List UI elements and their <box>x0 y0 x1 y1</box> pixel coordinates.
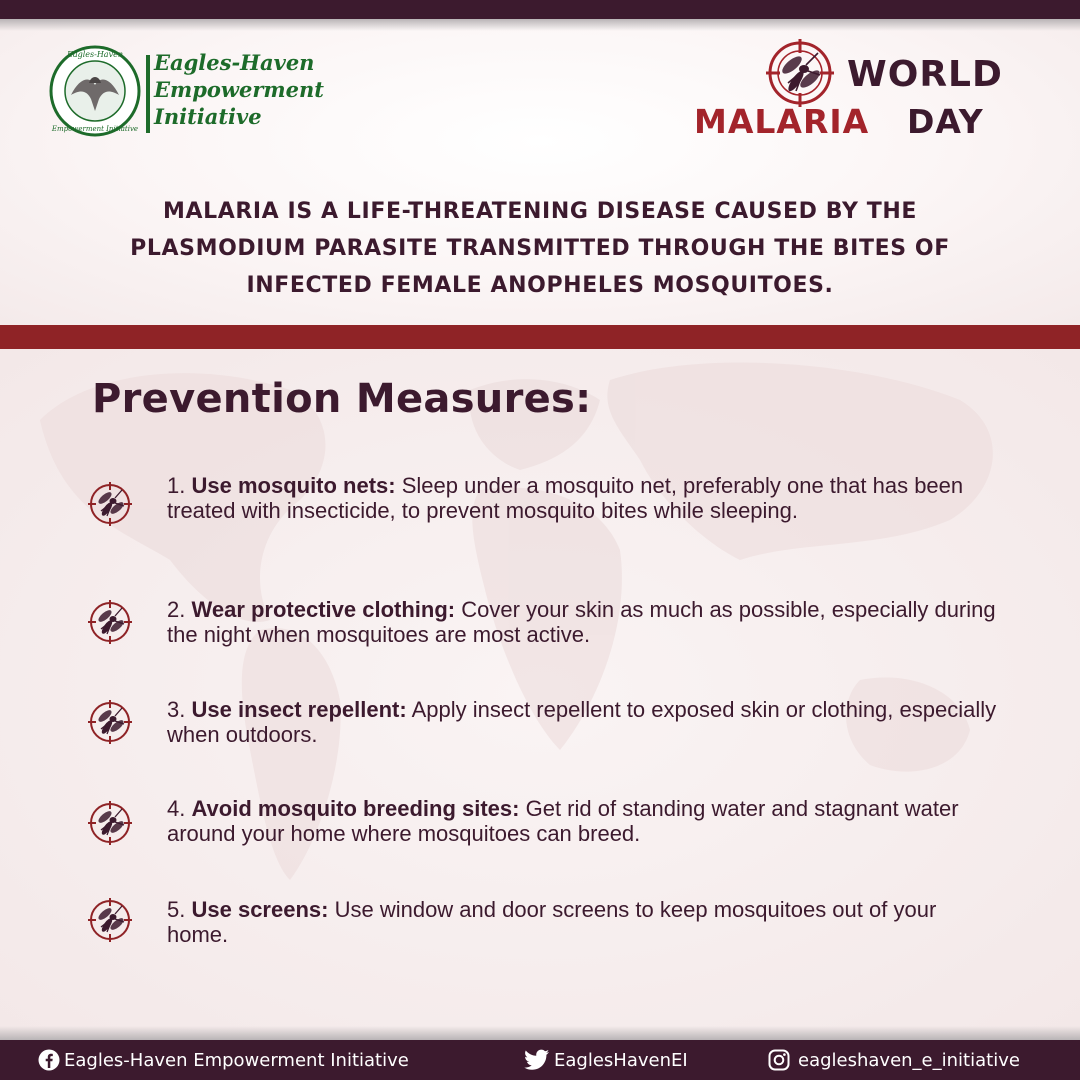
prevention-title: Wear protective clothing: <box>191 597 456 622</box>
facebook-icon <box>38 1049 60 1071</box>
organization-name-line: Eagles-Haven <box>154 50 315 75</box>
section-heading: Prevention Measures: <box>92 376 592 422</box>
organization-name-line: Initiative <box>154 104 262 129</box>
prevention-title: Use screens: <box>191 897 329 922</box>
prevention-text <box>167 897 997 947</box>
svg-text:Empowerment Initiative: Empowerment Initiative <box>51 125 139 133</box>
mosquito-icon <box>88 482 132 526</box>
prevention-text <box>167 473 997 523</box>
prevention-number: 1. <box>167 473 186 498</box>
organization-seal-logo <box>49 45 141 137</box>
instagram-icon <box>768 1049 790 1071</box>
mosquito-icon <box>88 801 132 845</box>
prevention-text <box>167 697 997 747</box>
organization-name-line: Empowerment <box>154 77 324 102</box>
prevention-text <box>167 796 997 846</box>
campaign-word-malaria: MALARIA <box>694 102 870 141</box>
twitter-icon <box>524 1049 550 1071</box>
prevention-description: Cover your skin as much as possible, especially during the night when mosquitoes are most active. <box>167 597 996 647</box>
prevention-title: Use mosquito nets: <box>191 473 396 498</box>
facebook-link[interactable] <box>38 1040 409 1080</box>
mosquito-icon <box>88 898 132 942</box>
top-bar <box>0 0 1080 19</box>
footer-bar <box>0 1040 1080 1080</box>
twitter-link[interactable] <box>524 1040 688 1080</box>
prevention-description: Sleep under a mosquito net, preferably one that has been treated with insecticide, to prevent mosquito bites while sleeping. <box>167 473 964 523</box>
prevention-number: 4. <box>167 796 186 821</box>
twitter-handle: EaglesHavenEI <box>554 1049 688 1071</box>
prevention-title: Avoid mosquito breeding sites: <box>191 796 520 821</box>
malaria-definition: MALARIA IS A LIFE-THREATENING DISEASE CAUSED BY THE PLASMODIUM PARASITE TRANSMITTED THROUGH THE BITES OF INFECTED FEMALE ANOPHELES MOSQUITOES. <box>130 199 950 298</box>
mosquito-icon <box>88 600 132 644</box>
facebook-handle: Eagles-Haven Empowerment Initiative <box>64 1049 409 1071</box>
svg-text:Eagles-Haven: Eagles-Haven <box>67 50 123 59</box>
prevention-description: Use window and door screens to keep mosquitoes out of your home. <box>167 897 937 947</box>
logo-divider <box>146 55 150 133</box>
campaign-word-day: DAY <box>907 102 984 141</box>
top-shadow <box>0 19 1080 31</box>
instagram-handle: eagleshaven_e_initiative <box>798 1049 1020 1071</box>
mosquito-icon <box>88 700 132 744</box>
campaign-word-world: WORLD <box>847 54 1003 95</box>
prevention-description: Get rid of standing water and stagnant water around your home where mosquitoes can breed. <box>167 796 959 846</box>
prevention-title: Use insect repellent: <box>191 697 407 722</box>
prevention-description: Apply insect repellent to exposed skin or clothing, especially when outdoors. <box>167 697 997 747</box>
mosquito-crosshair-icon <box>766 39 834 107</box>
organization-name <box>154 49 324 130</box>
bottom-shadow <box>0 1026 1080 1040</box>
instagram-link[interactable] <box>768 1040 1020 1080</box>
prevention-text <box>167 597 997 647</box>
prevention-number: 2. <box>167 597 186 622</box>
prevention-number: 5. <box>167 897 186 922</box>
prevention-number: 3. <box>167 697 186 722</box>
